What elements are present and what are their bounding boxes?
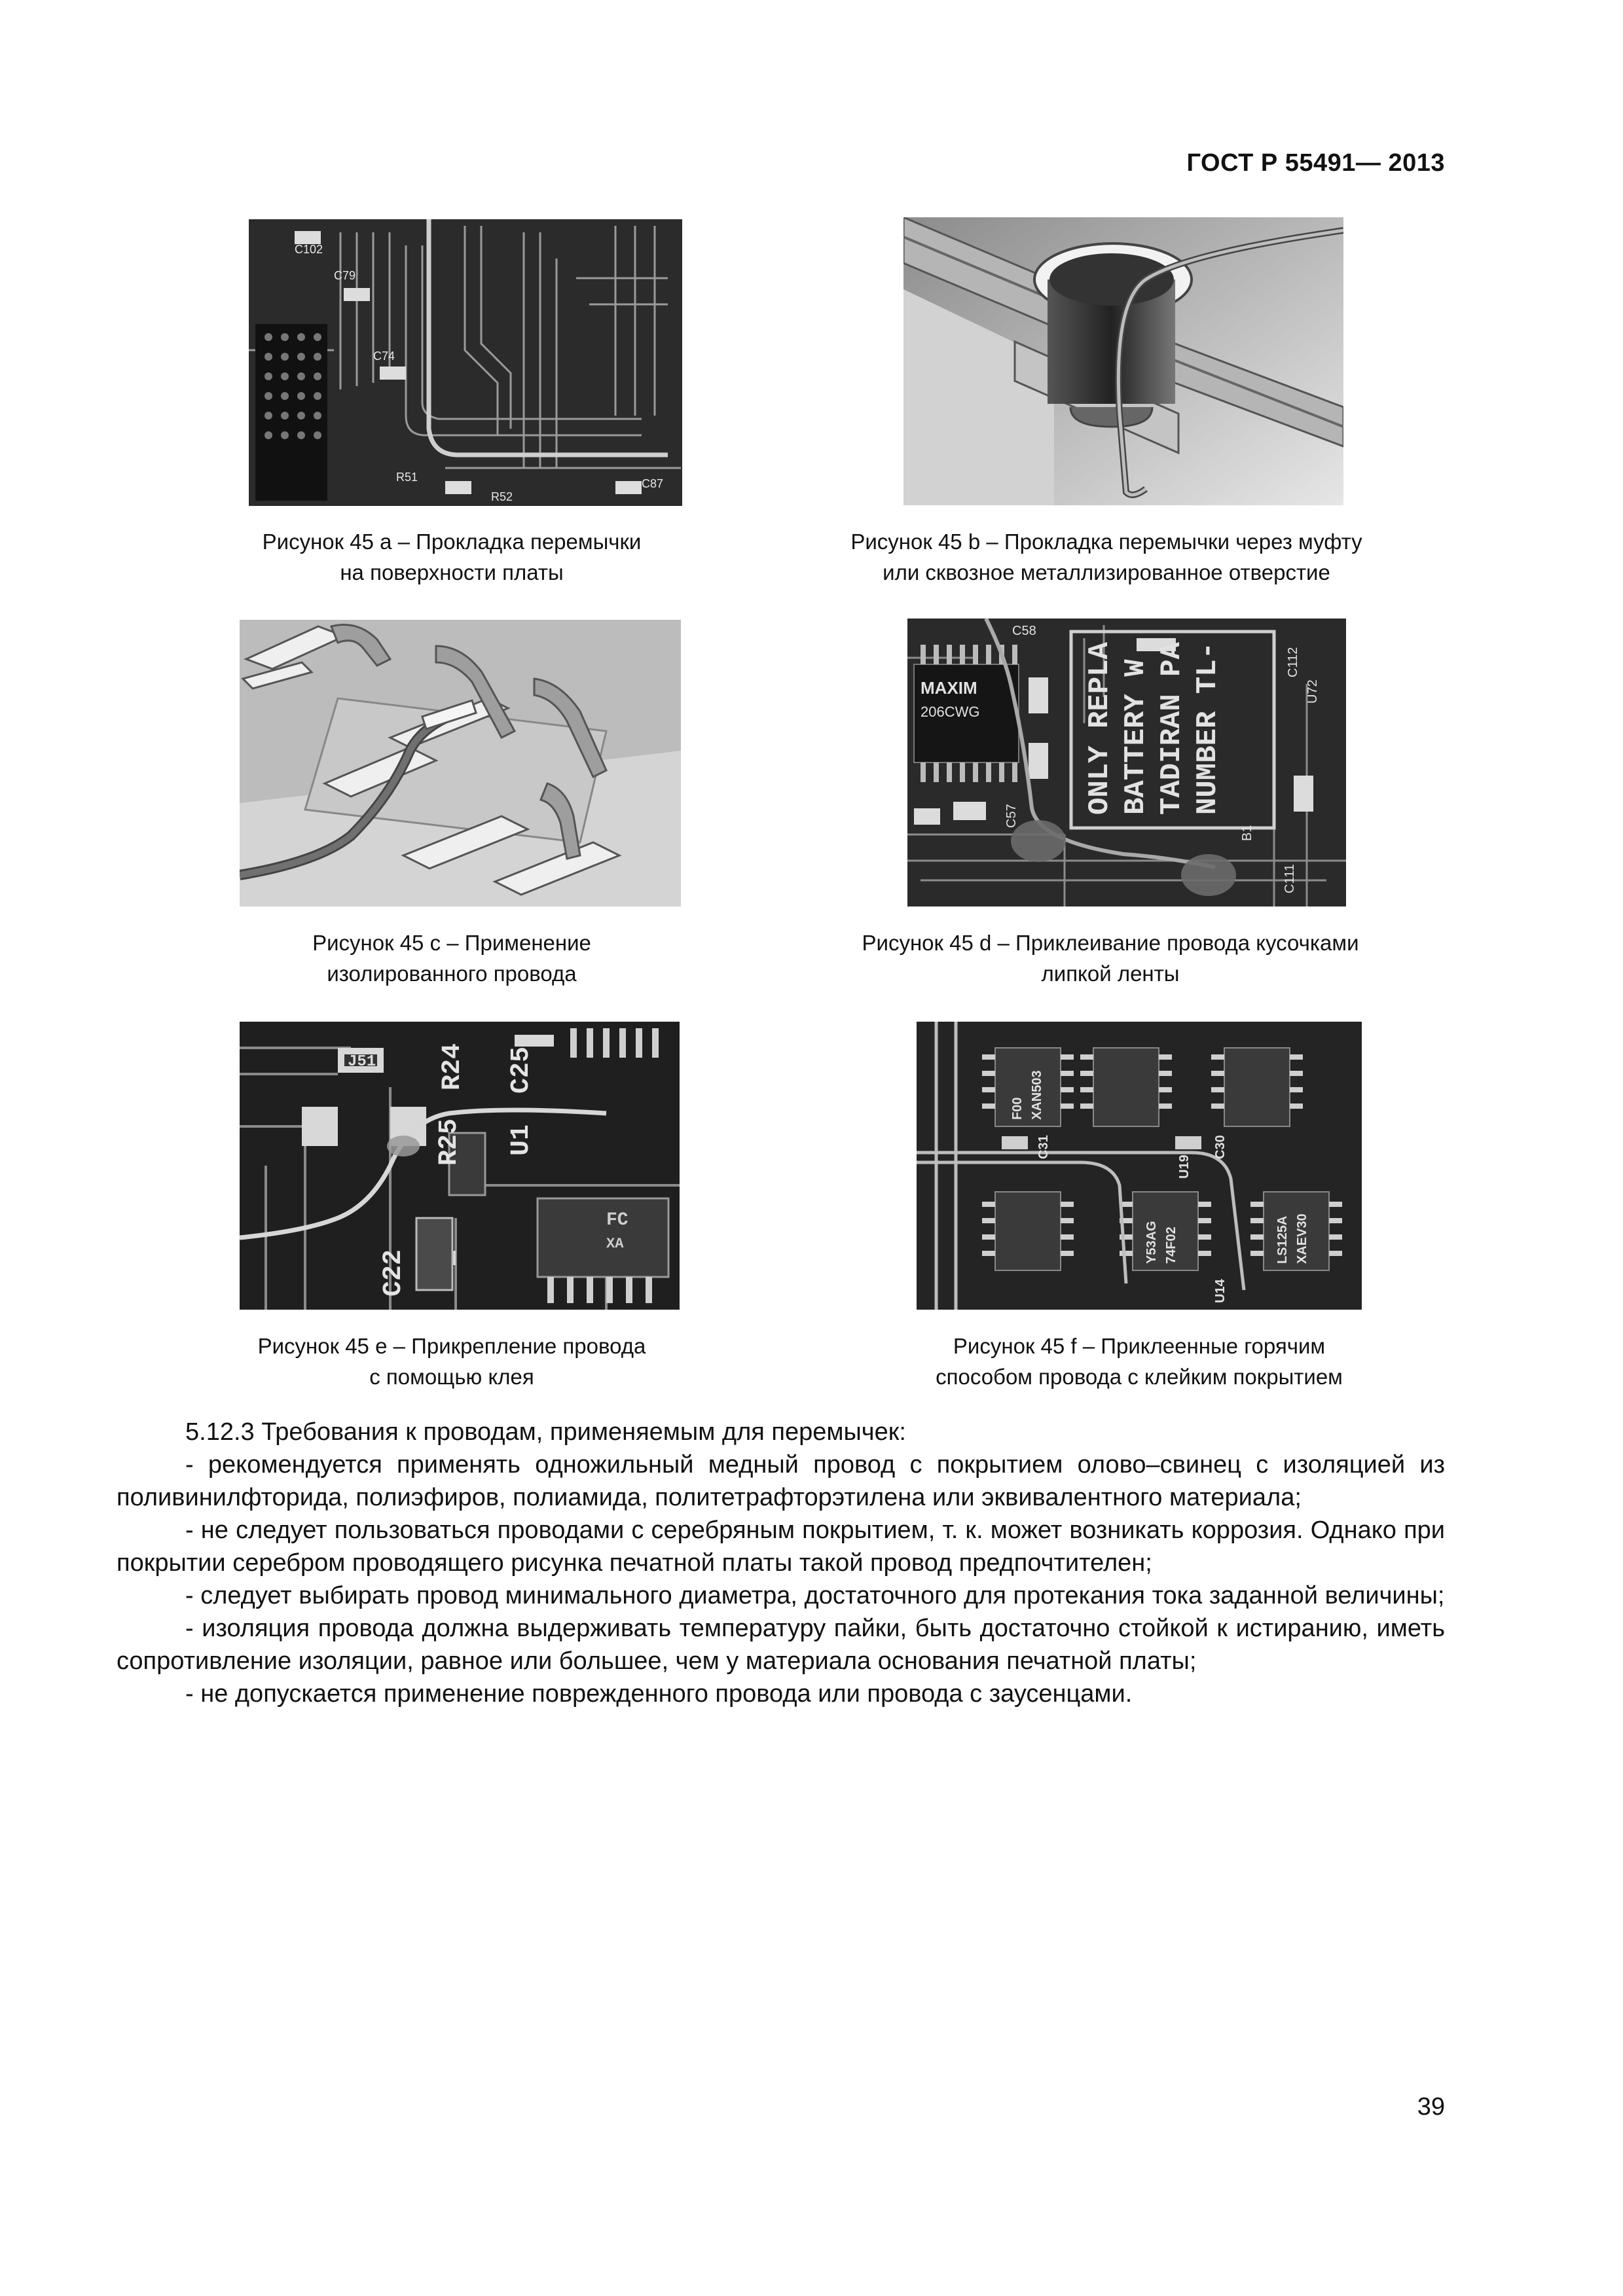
board-label: C22 bbox=[379, 1249, 409, 1297]
board-label: C74 bbox=[373, 350, 395, 363]
list-item: - изоляция провода должна выдерживать температуру пайки, быть достаточно стойкой к истиранию, иметь сопротивление изоляции, равное или большее, чем у материала основания печатной платы; bbox=[117, 1615, 1445, 1675]
list-item: - не допускается применение поврежденного провода или провода с заусенцами. bbox=[185, 1680, 1133, 1708]
board-label: 74F02 bbox=[1164, 1227, 1178, 1264]
figure-45e-caption bbox=[105, 1331, 799, 1392]
board-label: C58 bbox=[1012, 624, 1036, 638]
caption-line: изолированного провода bbox=[327, 961, 577, 986]
section-5-12-3 bbox=[117, 1416, 1445, 1710]
figure-45a-image bbox=[249, 219, 682, 506]
caption-line: способом провода с клейким покрытием bbox=[936, 1365, 1343, 1389]
board-label: XAEV30 bbox=[1295, 1213, 1309, 1264]
board-label: FC bbox=[606, 1210, 629, 1230]
caption-line: или сквозное металлизированное отверстие bbox=[883, 560, 1330, 584]
board-label: C57 bbox=[1004, 804, 1019, 828]
list-item: - следует выбирать провод минимального диаметра, достаточного для протекания тока заданной величины; bbox=[185, 1582, 1445, 1609]
caption-line: липкой ленты bbox=[1041, 961, 1180, 986]
board-label: 206CWG bbox=[921, 704, 980, 720]
board-label: NUMBER TL- bbox=[1192, 641, 1224, 815]
board-label: B1 bbox=[1240, 825, 1254, 841]
board-label: U1 bbox=[507, 1124, 536, 1156]
board-label: C87 bbox=[642, 477, 664, 490]
board-label: C102 bbox=[295, 243, 323, 256]
board-label: C111 bbox=[1283, 864, 1297, 893]
board-label: F00 bbox=[1010, 1097, 1025, 1120]
board-label: XA bbox=[606, 1236, 624, 1252]
board-label: Y53AG bbox=[1144, 1221, 1159, 1264]
document-header: ГОСТ Р 55491— 2013 bbox=[1186, 149, 1445, 177]
board-label: C30 bbox=[1213, 1135, 1228, 1159]
figure-45d-image bbox=[907, 619, 1346, 906]
board-label: U19 bbox=[1177, 1155, 1192, 1179]
section-heading: 5.12.3 Требования к проводам, применяемым для перемычек: bbox=[185, 1418, 906, 1446]
board-label: MAXIM bbox=[921, 678, 977, 698]
figure-45a-caption bbox=[105, 526, 799, 588]
caption-line: Рисунок 45 e – Прикрепление провода bbox=[257, 1334, 646, 1358]
figure-45e-image bbox=[240, 1022, 680, 1310]
board-label: R25 bbox=[435, 1118, 464, 1166]
caption-line: на поверхности платы bbox=[340, 560, 564, 584]
list-item: - рекомендуется применять одножильный медный провод с покрытием олово–свинец с изоляцией из поливинилфторида, полиэфиров, полиамида, политетрафторэтилена или эквивалентного материала; bbox=[117, 1451, 1445, 1511]
board-label: C112 bbox=[1286, 647, 1300, 677]
caption-line: Рисунок 45 d – Приклеивание провода кусочками bbox=[862, 931, 1359, 955]
board-label: TADIRAN PA bbox=[1156, 641, 1188, 815]
board-label: J51 bbox=[348, 1053, 376, 1071]
figure-45b-image bbox=[903, 217, 1343, 505]
list-item: - не следует пользоваться проводами с серебряным покрытием, т. к. может возникать коррозия. Однако при покрытии серебром проводящего рисунка печатной платы такой провод предпочтителен; bbox=[117, 1516, 1445, 1577]
figure-45f-caption bbox=[792, 1331, 1486, 1392]
page-number: 39 bbox=[1417, 2093, 1445, 2121]
board-label: LS125A bbox=[1275, 1215, 1290, 1264]
board-label: C79 bbox=[334, 269, 356, 282]
figure-45c-image bbox=[240, 620, 681, 906]
board-label: BATTERY W bbox=[1120, 659, 1152, 815]
figure-45b-caption bbox=[759, 526, 1453, 588]
board-label: U14 bbox=[1213, 1279, 1228, 1303]
board-label: U72 bbox=[1305, 679, 1320, 704]
board-label: R51 bbox=[396, 471, 418, 484]
caption-line: с помощью клея bbox=[369, 1365, 534, 1389]
board-label: R52 bbox=[491, 490, 513, 503]
board-label: C25 bbox=[507, 1046, 536, 1094]
board-label: R24 bbox=[438, 1043, 467, 1090]
figure-45d-caption bbox=[763, 927, 1457, 989]
caption-line: Рисунок 45 c – Применение bbox=[312, 931, 591, 955]
caption-line: Рисунок 45 f – Приклеенные горячим bbox=[953, 1334, 1326, 1358]
board-label: ONLY REPLA bbox=[1084, 641, 1116, 815]
caption-line: Рисунок 45 a – Прокладка перемычки bbox=[262, 529, 642, 554]
figure-45c-caption bbox=[105, 927, 799, 989]
board-label: C31 bbox=[1036, 1135, 1051, 1159]
board-label: XAN503 bbox=[1030, 1070, 1044, 1120]
figure-45f-image bbox=[917, 1022, 1362, 1310]
caption-line: Рисунок 45 b – Прокладка перемычки через муфту bbox=[850, 529, 1362, 554]
